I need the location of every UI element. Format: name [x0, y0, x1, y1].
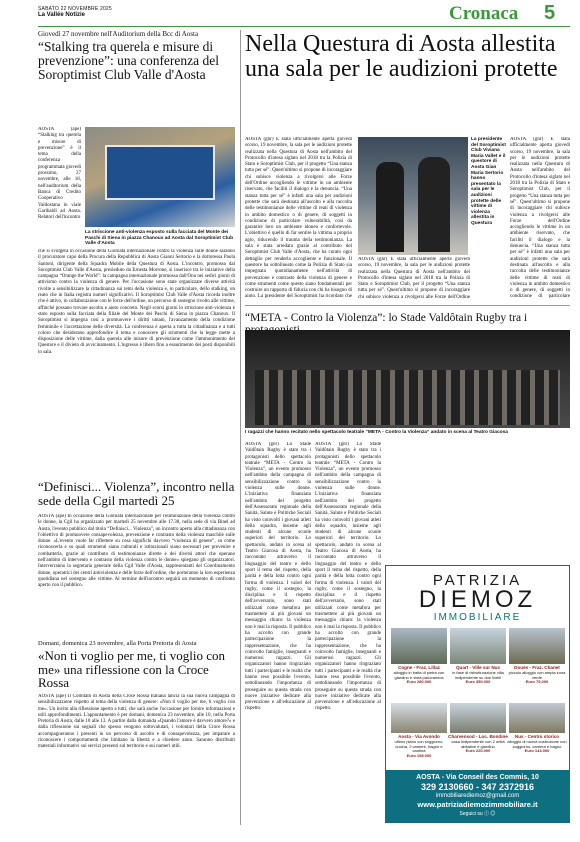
listing-price: Euro 143.000 [524, 748, 550, 754]
section-title: Cronaca [449, 3, 519, 24]
listing-item [448, 666, 508, 685]
listing-price: Euro 350.000 [465, 679, 491, 685]
article4-photo [358, 137, 468, 255]
listing-name: Aosta - Via Avondo [398, 734, 440, 739]
instagram-icon[interactable]: ◎ [490, 811, 496, 817]
banner-graphic [105, 145, 215, 200]
page-number: 5 [544, 2, 556, 24]
listing-description: in fase di ristrutturazione villa indipendente su due livelli [452, 669, 504, 680]
article3-kicker: Domani, domenica 23 novembre, alla Porta Pretoria di Aosta [38, 640, 197, 647]
article1-caption: La striscione anti-violenza esposto sulla facciata del Monte dei Paschi di Siena in piazza Chanoux ad Aosta dal Soroptimist Club Valle d'Aosta [85, 230, 234, 247]
issue-date: SABATO 22 NOVEMBRE 2025 [38, 6, 112, 12]
facebook-icon[interactable]: ⓕ [484, 811, 490, 817]
listing-item [389, 666, 449, 685]
ad-footer [386, 770, 569, 822]
article1-intro: AOSTA (ape) “Stalking tra querela e misure di prevenzione” è il tema della conferenza programmata giovedì prossimo, 27 novembre, alle 18, nell'auditorium della Banca di Credito Cooperativo Valdostana in viale Garibaldi ad Aosta. Relatori dell'incontro [38, 127, 81, 221]
listing-item [507, 735, 567, 754]
section-divider [245, 305, 570, 306]
listing-price: Euro 280.000 [406, 679, 432, 685]
listing-photo [450, 703, 506, 733]
article5-body-col1: AOSTA (gnr) Lo Stade Valdôtain Rugby è stato tra i protagonisti dello spettacolo teatrale “META - Contro la Violenza”, un evento promosso nell'ambito della campagna di sensibilizzazione contro la violenza sulle donne. L'iniziativa finanziata nell'ambito del progetto dell'Assessorato regionale della Sanità, Salute e Politiche Sociali ha visto coinvolti i giovani atleti della squadra, insieme agli studenti di alcune scuole superiori del territorio. Lo spettacolo, andato in scena al Teatro Giacosa di Aosta, ha raccontato attraverso il linguaggio del teatro e dello sport il tema del rispetto, della parità e della lotta contro ogni forma di violenza. I valori del rugby, come il sostegno, la disciplina e il rispetto dell'avversario, sono stati utilizzati come metafora per trasmettere ai più giovani un messaggio chiaro: la violenza non è mai la risposta. Il pubblico ha accolto con grande partecipazione la rappresentazione, che ha coinvolto famiglie, insegnanti e numerosi ragazzi. Gli organizzatori hanno ringraziato tutti i partecipanti e le realtà che hanno reso possibile l'evento, sottolineando l'importanza di proseguire su questa strada con nuove iniziative dedicate alla prevenzione e all'educazione al rispetto. [245, 442, 311, 712]
article2-headline: “Definisci... Violenza”, incontro nella sede della Cgil martedì 25 [38, 479, 235, 508]
article4-body-col1: AOSTA (gnr) È stata ufficialmente aperta giovedì scorso, 19 novembre, la sala per le audizioni protette realizzata nella Questura di Aosta nell'ambito del Protocollo d'intesa siglato nel 2018 tra la Polizia di Stato e Soroptimist Club, per il progetto “Una stanza tutta per sé”. Quest'ultimo si propone di incoraggiare chi subisce violenza a rivolgersi alle Forze dell'Ordine accogliendo le vittime in un ambiente riservato, che faciliti il dialogo e la denuncia. “Una stanza tutta per sé” è infatti una sala per audizioni protette che sarà destinata all'ascolto e alla raccolta delle testimonianze delle vittime di reati di violenza in ambito domestico o di genere, di soggetti in condizione di particolare vulnerabilità, così da garantire loro un ambiente idoneo e confortevole. L'obiettivo è quello di far sentire la vittima a proprio agio, riducendo il trauma della testimonianza. La sala è stata arredata grazie al contributo del Soroptimist Club Valle d'Aosta, che ha curato ogni dettaglio per renderla accogliente e funzionale. Il questore ha sottolineato come la Polizia di Stato sia impegnata quotidianamente nell'attività di prevenzione e contrasto della violenza di genere e come strumenti come questo siano fondamentali per costruire un rapporto di fiducia con chi ha bisogno di aiuto. La presidente del Soroptimist ha ricordato che [245, 137, 352, 300]
ad-address: AOSTA - Via Conseil des Commis, 10 [416, 774, 539, 781]
listing-description: piccolo alloggio con ampia zona verde [508, 669, 566, 680]
ad-social-label: Seguici su [459, 811, 483, 817]
newspaper-name: La Vallée Notizie [38, 12, 86, 18]
listing-photo [391, 703, 447, 733]
article5-body-col2: AOSTA (gnr) Lo Stade Valdôtain Rugby è stato tra i protagonisti dello spettacolo teatrale “META - Contro la Violenza”, un evento promosso nell'ambito della campagna di sensibilizzazione contro la violenza sulle donne. L'iniziativa finanziata nell'ambito del progetto dell'Assessorato regionale della Sanità, Salute e Politiche Sociali ha visto coinvolti i giovani atleti della squadra, insieme agli studenti di alcune scuole superiori del territorio. Lo spettacolo, andato in scena al Teatro Giacosa di Aosta, ha raccontato attraverso il linguaggio del teatro e dello sport il tema del rispetto, della parità e della lotta contro ogni forma di violenza. I valori del rugby, come il sostegno, la disciplina e il rispetto dell'avversario, sono stati utilizzati come metafora per trasmettere ai più giovani un messaggio chiaro: la violenza non è mai la risposta. Il pubblico ha accolto con grande partecipazione la rappresentazione, che ha coinvolto famiglie, insegnanti e numerosi ragazzi. Gli organizzatori hanno ringraziato tutti i partecipanti e le realtà che hanno reso possibile l'evento, sottolineando l'importanza di proseguire su questa strada con nuove iniziative dedicate alla prevenzione e all'educazione al rispetto. [315, 442, 381, 712]
listing-item [507, 666, 567, 685]
person-silhouette [376, 162, 404, 252]
ad-brand-line1: PATRIZIA [432, 572, 523, 589]
group-silhouettes [255, 370, 560, 425]
article1-headline: “Stalking tra querela e misure di prevenzione”: una conferenza del Soroptimist Club Valle d'Aosta [38, 39, 220, 83]
listing-description: ultimo piano con soggiorno, cucina, 2 camere, bagno e cantina [394, 738, 444, 754]
listing-price: Euro 220.000 [465, 748, 491, 754]
listing-description: casa indipendente con 2 unità abitative e giardino [451, 738, 505, 749]
ad-brand-line2: DIEMOZ [418, 586, 537, 613]
ad-phone: 329 2130660 - 347 2372916 [420, 782, 535, 792]
article3-body: AOSTA (ape) Il Comitato di Aosta della Croce Rossa Italiana lancia la sua nuova campagna di sensibilizzazione rispetto al tema della violenza di genere: «Non ti voglio per me, ti voglio con me». Un invito alla riflessione aperto a tutti, che sarà anche l'occasione per fornire informazioni e utili approfondimenti. L'appuntamento è per domani, domenica 23 novembre, alle 10, nella Porta Pretoria di Aosta, dalle 10 alle 13. A partire dalla domanda «Quando l'amore è davvero amore?» e dalla riflessione sui segnali che spesso vengono sottovalutati, i volontari della Croce Rossa accompagneranno i presenti in un percorso di ascolto e di consapevolezza, per imparare a riconoscere i comportamenti che limitano la libertà e a chiedere aiuto. Saranno distribuiti materiali informativi sui servizi presenti sul territorio e sui numeri utili. [38, 694, 235, 750]
listing-name: Cogne - Fraz. Lillaz [398, 665, 440, 670]
listing-price: Euro 198.000 [406, 753, 432, 759]
listing-name: Nus - Centro storico [514, 734, 560, 739]
listing-description: alloggio di nuova costruzione con soggiorno, camera e bagno [507, 738, 567, 749]
listing-item [389, 735, 449, 759]
article4-caption: La presidente del Soroptimist Club Viviana Maria Vallet e il questore di Aosta Gian Maria Sertorio hanno presentato la sala per le audizioni protette delle vittime di violenza allestita in Questura [471, 137, 506, 226]
article4-body-col2: AOSTA (gnr) È stata ufficialmente aperta giovedì scorso, 19 novembre, la sala per le audizioni protette realizzata nella Questura di Aosta nell'ambito del Protocollo d'intesa siglato nel 2018 tra la Polizia di Stato e Soroptimist Club, per il progetto “Una stanza tutta per sé”. Quest'ultimo si propone di incoraggiare chi subisce violenza a rivolgersi alle Forze dell'Ordine [358, 257, 470, 300]
listing-description: alloggio in baita di pietra con giardino e vista panoramica [393, 669, 445, 680]
article1-photo [85, 127, 235, 227]
ad-email[interactable]: immobiliarediemoz@gmail.com [435, 793, 520, 799]
header-rule [38, 26, 570, 27]
ad-website[interactable]: www.patriziadiemozimmobiliare.it [417, 800, 538, 809]
listing-name: Doues - Fraz. Chanet [514, 665, 560, 670]
article1-body: che si svolgerà in occasione della Giornata internazionale contro la violenza sulle donne saranno il procuratore capo della Procura della Repubblica di Aosta Gianni Sertorio e la dottoressa Paola Santoni, dirigente della Squadra Mobile della Questura di Aosta. L'incontro, promosso dal Soroptimist Club Valle d'Aosta, presieduto da Ernesta Morrone, si inserisce tra le iniziative della campagna “Orange the World”: la campagna internazionale promossa dall'Onu nei sedici giorni di attivismo contro la violenza di genere. Per l'occasione sono state organizzate diverse attività rivolte a sensibilizzare la cittadinanza sui temi della violenza e, in particolare, dello stalking, un reato che in Italia registra numeri significativi. Il Soroptimist Club Valle d'Aosta ricorda inoltre che è attivo, in collaborazione con le forze dell'ordine, un percorso di sostegno rivolto alle vittime, affinché possano trovare ascolto e aiuto concreto. Negli scorsi giorni lo striscione anti-violenza è stato esposto sulla facciata della filiale del Monte dei Paschi di Siena in piazza Chanoux. Il Soroptimist si impegna così a promuovere i diritti umani, l'avanzamento della condizione femminile e l'accettazione delle diversità. La conferenza è aperta a tutta la cittadinanza e a tutti coloro che desiderano approfondire il tema e conoscere gli strumenti che la legge mette a disposizione delle vittime, dalla querela alle misure di prevenzione come l'ammonimento del Questore e il divieto di avvicinamento. L'ingresso è libero fino a esaurimento dei posti disponibili in sala. [38, 249, 235, 355]
article4-body-col3: AOSTA (gnr) È stata ufficialmente aperta giovedì scorso, 19 novembre, la sala per le audizioni protette realizzata nella Questura di Aosta nell'ambito del Protocollo d'intesa siglato nel 2018 tra la Polizia di Stato e Soroptimist Club, per il progetto “Una stanza tutta per sé”. Quest'ultimo si propone di incoraggiare chi subisce violenza a rivolgersi alle Forze dell'Ordine accogliendo le vittime in un ambiente riservato, che faciliti il dialogo e la denuncia. “Una stanza tutta per sé” è infatti una sala per audizioni protette che sarà destinata all'ascolto e alla raccolta delle testimonianze delle vittime di reati di violenza in ambito domestico o di genere, di soggetti in condizione di particolare [510, 137, 570, 300]
ad-brand-line3: IMMOBILIARE [433, 612, 522, 623]
listing-photo [509, 703, 565, 733]
listing-photo [450, 628, 506, 664]
article2-body: AOSTA (ape) In occasione della Giornata internazionale per l'eliminazione della violenza contro le donne, la Cgil ha organizzato per martedì 25 novembre alle 17.30, nella sede di via Binel ad Aosta, l'evento pubblico dal titolo “Definisci... Violenza”, un incontro aperto alla cittadinanza con l'obiettivo di promuovere consapevolezza, prevenzione e contrasto della violenza maschile sulle donne. «L'evento vuole far riflettere su cosa significhi davvero “violenza di genere”, su come riconoscerla e su quali strumenti siano culturali e istituzionali siano necessari per prevenire e combatterla, grazie al contributo di testimonianze dirette e dei diversi attori che operano nell'ambito di intervento e contrasto della violenza contro le donne» spiegano gli organizzatori. Interverranno la segretaria generale della Cgil Valle d'Aosta, rappresentanti del Coordinamento donne, operatrici dei centri antiviolenza e delle forze dell'ordine, che porteranno la loro esperienza quotidiana nel sostegno alle vittime. Al termine dell'incontro seguirà un momento di confronto aperto con il pubblico. [38, 514, 235, 589]
person-silhouette [418, 157, 450, 252]
column-divider [240, 30, 241, 825]
article5-caption: I ragazzi che hanno recitato nello spettacolo teatrale “META - Contro la Violenza” andato in scena al Teatro Giacosa [245, 430, 508, 435]
listing-item [448, 735, 508, 754]
article5-photo [245, 330, 570, 428]
listing-photo [391, 628, 447, 664]
article5-headline: “META - Contro la Violenza”: lo Stade Valdôtain Rugby tra i [245, 312, 528, 324]
listing-photo [509, 628, 565, 664]
article1-kicker: Giovedì 27 novembre nell'Auditorium della Bcc di Aosta [38, 30, 199, 38]
listing-price: Euro 75.000 [525, 679, 549, 685]
article4-headline: Nella Questura di Aosta allestita una sala per le audizioni protette [245, 31, 558, 83]
article3-headline: «Non ti voglio per me, ti voglio con me» una riflessione con la Croce Rossa [38, 648, 226, 691]
listing-name: Quart - Ville sur Nus [455, 665, 501, 670]
real-estate-ad [385, 565, 570, 823]
ad-social [386, 810, 569, 817]
listing-name: Charvensod - Loc. Bondine [448, 734, 508, 739]
